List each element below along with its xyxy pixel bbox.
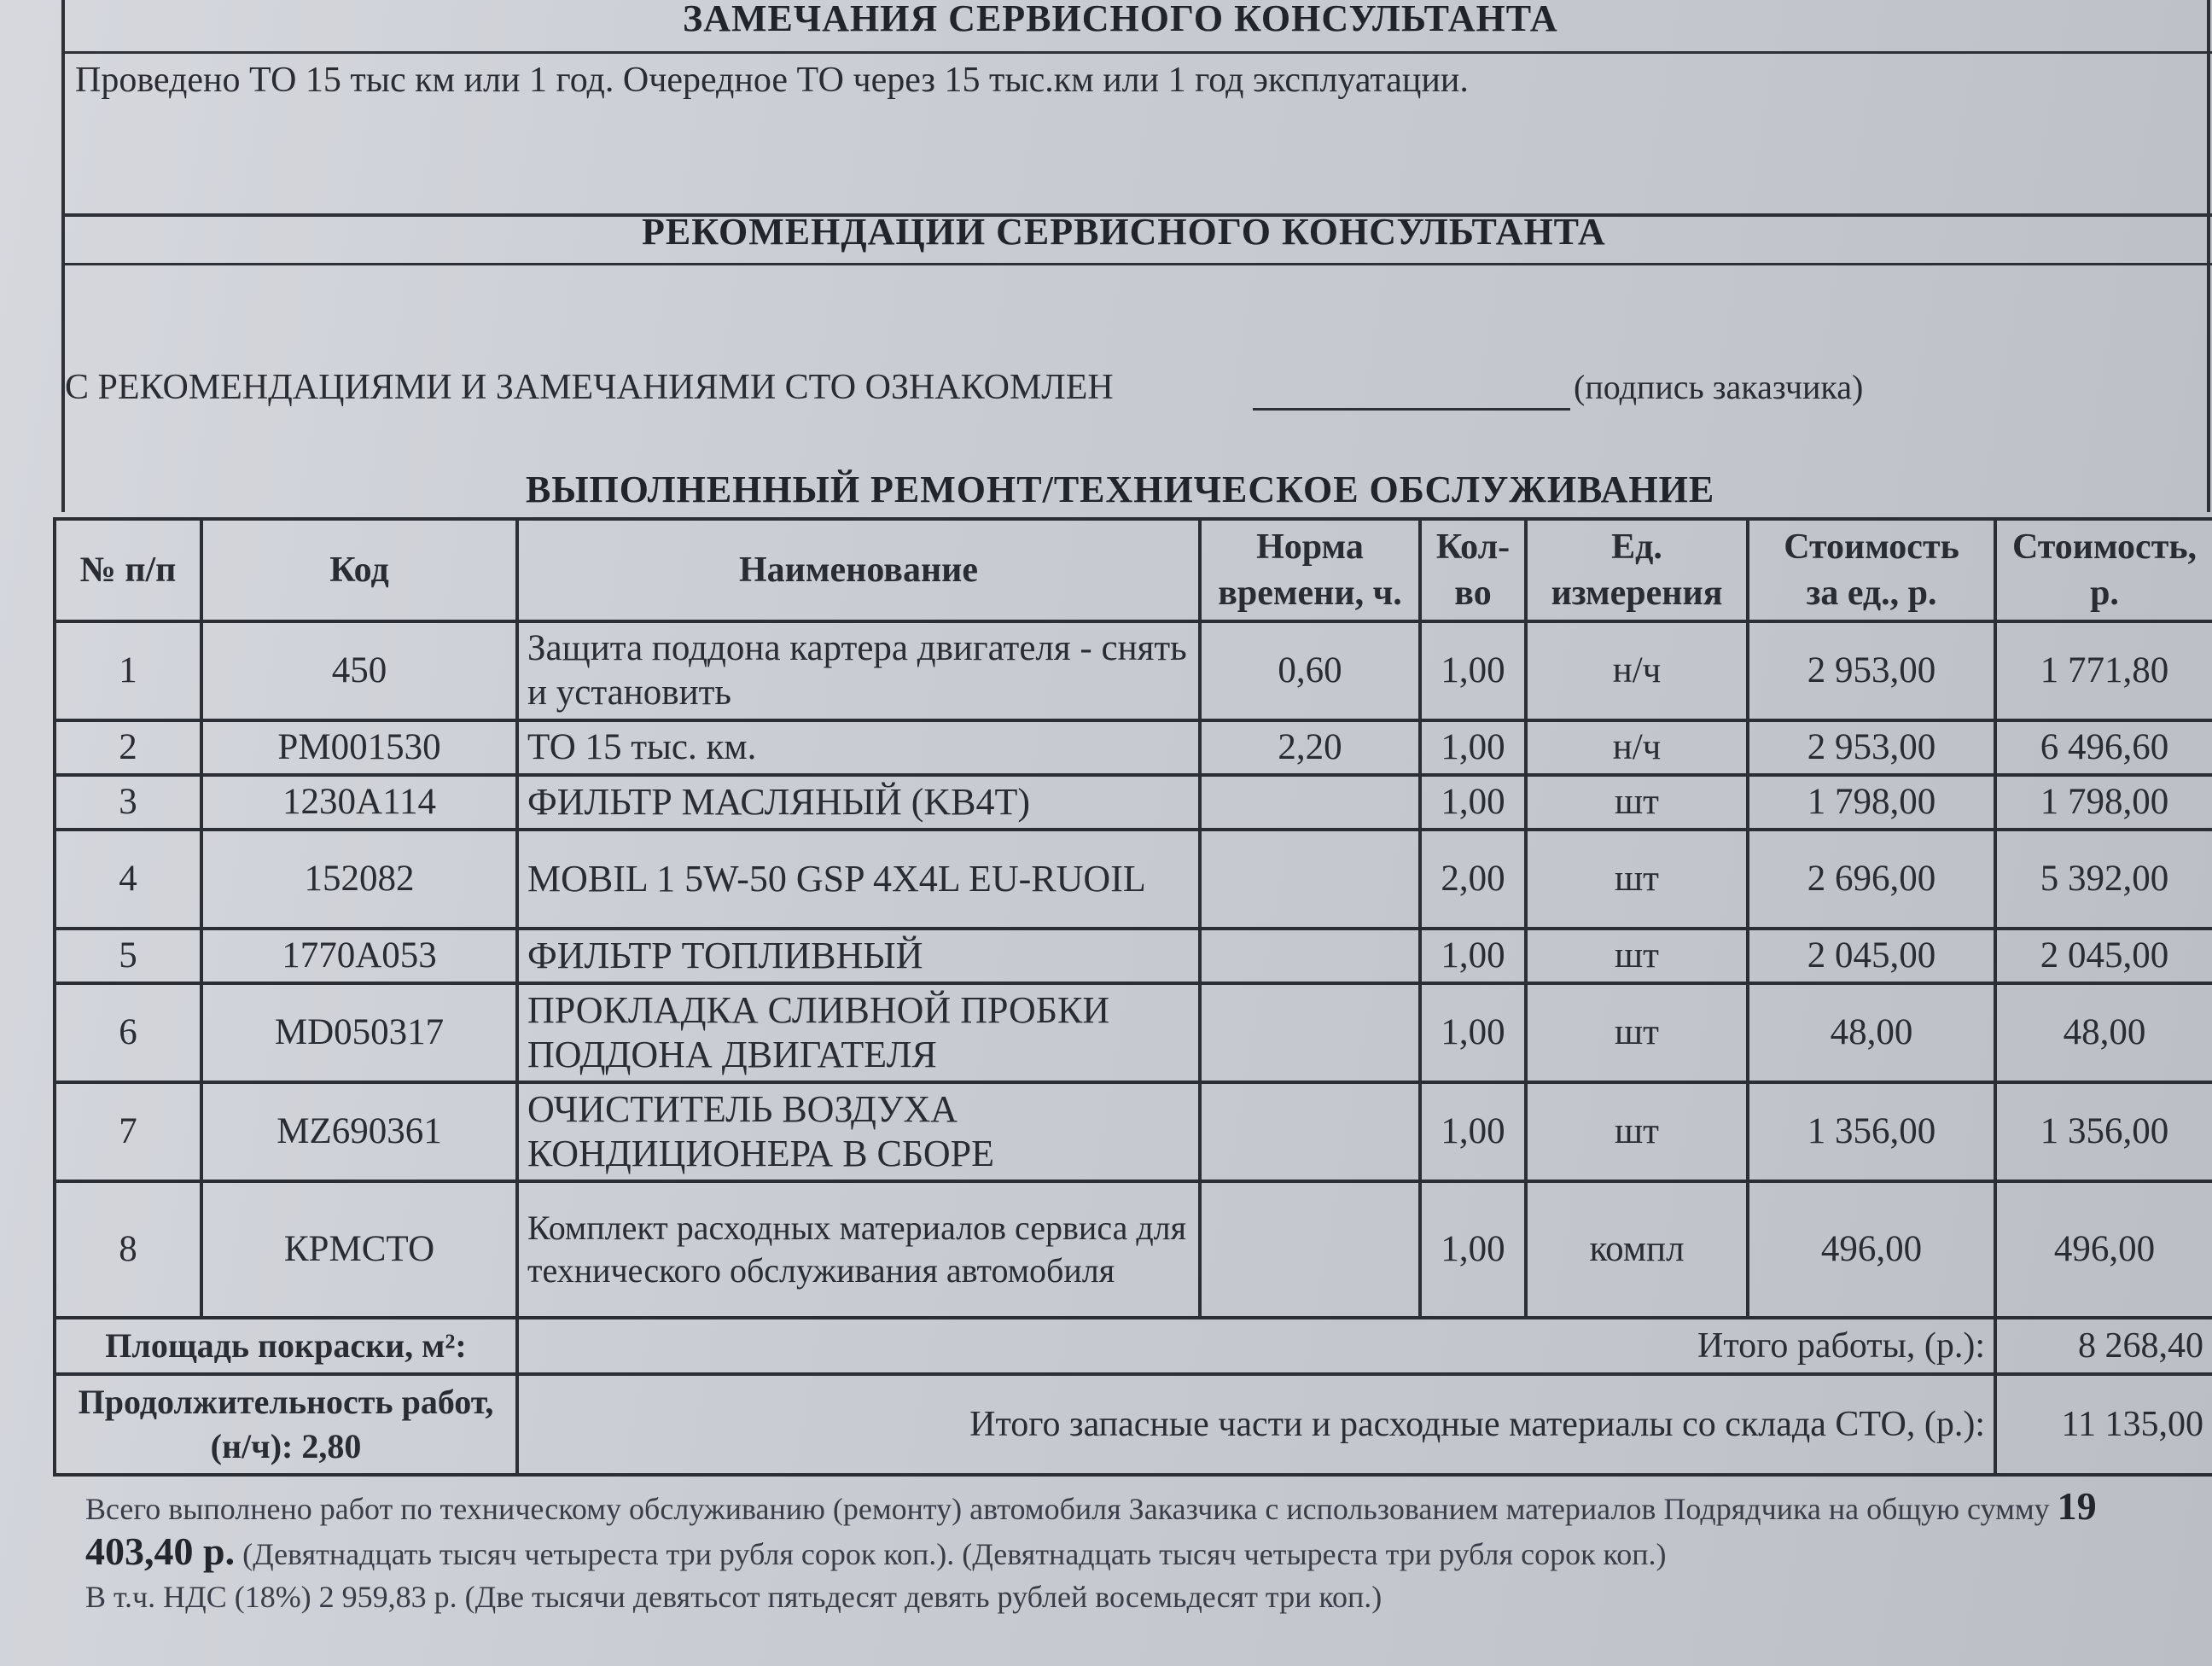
summary-text	[85, 1485, 2202, 1576]
cell-total: 48,00	[1995, 983, 2212, 1082]
cell-num: 5	[55, 929, 201, 983]
cell-unit: н/ч	[1526, 621, 1748, 720]
cell-qty: 1,00	[1420, 983, 1526, 1082]
cell-total: 496,00	[1995, 1181, 2212, 1318]
cell-norm	[1200, 775, 1420, 830]
summary-block	[85, 1485, 2202, 1618]
remarks-title-underline	[61, 51, 2212, 54]
cell-num: 8	[55, 1181, 201, 1318]
cell-qty: 1,00	[1420, 1082, 1526, 1181]
header-norm-line2: времени, ч.	[1218, 574, 1402, 613]
cell-name: ФИЛЬТР ТОПЛИВНЫЙ	[517, 929, 1200, 983]
cell-total: 2 045,00	[1995, 929, 2212, 983]
cell-name: ФИЛЬТР МАСЛЯНЫЙ (KB4T)	[517, 775, 1200, 830]
cell-norm	[1200, 1181, 1420, 1318]
header-unit	[1526, 519, 1748, 621]
cell-num: 6	[55, 983, 201, 1082]
header-unit-line1: Ед.	[1611, 527, 1662, 567]
works-total-row	[55, 1318, 2212, 1374]
table-row	[55, 621, 2212, 720]
header-total-line2: р.	[2090, 574, 2119, 613]
cell-unit: шт	[1526, 775, 1748, 830]
remarks-text: Проведено ТО 15 тыс км или 1 год. Очередное ТО через 15 тыс.км или 1 год эксплуатации.	[75, 61, 1469, 100]
cell-name: ОЧИСТИТЕЛЬ ВОЗДУХА КОНДИЦИОНЕРА В СБОРЕ	[517, 1082, 1200, 1181]
cell-code: 450	[201, 621, 517, 720]
header-total-line1: Стоимость,	[2011, 527, 2197, 567]
header-qty	[1420, 519, 1526, 621]
cell-code: 1770A053	[201, 929, 517, 983]
cell-code: MZ690361	[201, 1082, 517, 1181]
cell-num: 2	[55, 720, 201, 775]
cell-total: 6 496,60	[1995, 720, 2212, 775]
cell-norm: 0,60	[1200, 621, 1420, 720]
cell-total: 1 356,00	[1995, 1082, 2212, 1181]
header-code: Код	[201, 519, 517, 621]
cell-norm: 2,20	[1200, 720, 1420, 775]
cell-price: 2 953,00	[1748, 720, 1995, 775]
cell-price: 2 045,00	[1748, 929, 1995, 983]
header-norm-line1: Норма	[1256, 527, 1364, 567]
cell-qty: 1,00	[1420, 621, 1526, 720]
summary-text-before: Всего выполнено работ по техническому обслуживанию (ремонту) автомобиля Заказчика с использованием материалов Подрядчика на общую сумму	[85, 1492, 2050, 1526]
header-unit-line2: измерения	[1551, 574, 1723, 613]
header-norm	[1200, 519, 1420, 621]
cell-norm	[1200, 1082, 1420, 1181]
frame-right-line	[2207, 0, 2210, 512]
header-price-line2: за ед., р.	[1806, 574, 1937, 613]
header-total	[1995, 519, 2212, 621]
table-row	[55, 983, 2212, 1082]
table-row	[55, 830, 2212, 929]
duration-label: Продолжительность работ, (н/ч): 2,80	[55, 1374, 517, 1475]
remarks-title: ЗАМЕЧАНИЯ СЕРВИСНОГО КОНСУЛЬТАНТА	[683, 0, 1558, 39]
cell-num: 4	[55, 830, 201, 929]
cell-norm	[1200, 983, 1420, 1082]
cell-qty: 1,00	[1420, 1181, 1526, 1318]
cell-price: 2 696,00	[1748, 830, 1995, 929]
cell-name: Защита поддона картера двигателя - снять и установить	[517, 621, 1200, 720]
header-price	[1748, 519, 1995, 621]
signature-line	[1253, 408, 1570, 411]
cell-qty: 1,00	[1420, 929, 1526, 983]
header-name: Наименование	[517, 519, 1200, 621]
cell-price: 1 356,00	[1748, 1082, 1995, 1181]
cell-code: MD050317	[201, 983, 517, 1082]
cell-unit: компл	[1526, 1181, 1748, 1318]
cell-unit: шт	[1526, 929, 1748, 983]
cell-norm	[1200, 929, 1420, 983]
cell-num: 7	[55, 1082, 201, 1181]
table-header-row	[55, 519, 2212, 621]
cell-name: ПРОКЛАДКА СЛИВНОЙ ПРОБКИ ПОДДОНА ДВИГАТЕЛЯ	[517, 983, 1200, 1082]
cell-price: 2 953,00	[1748, 621, 1995, 720]
cell-name: ТО 15 тыс. км.	[517, 720, 1200, 775]
cell-price: 1 798,00	[1748, 775, 1995, 830]
cell-unit: шт	[1526, 983, 1748, 1082]
cell-total: 5 392,00	[1995, 830, 2212, 929]
cell-price: 48,00	[1748, 983, 1995, 1082]
cell-unit: шт	[1526, 1082, 1748, 1181]
table-row	[55, 929, 2212, 983]
cell-norm	[1200, 830, 1420, 929]
acknowledgement-text: С РЕКОМЕНДАЦИЯМИ И ЗАМЕЧАНИЯМИ СТО ОЗНАКОМЛЕН	[65, 368, 1114, 407]
recommendations-title-underline	[61, 263, 2212, 265]
works-table	[53, 517, 2212, 1477]
parts-total-label: Итого запасные части и расходные материалы со склада СТО, (р.):	[517, 1374, 1995, 1475]
cell-unit: н/ч	[1526, 720, 1748, 775]
cell-num: 3	[55, 775, 201, 830]
cell-code: 152082	[201, 830, 517, 929]
header-num: № п/п	[55, 519, 201, 621]
works-title: ВЫПОЛНЕННЫЙ РЕМОНТ/ТЕХНИЧЕСКОЕ ОБСЛУЖИВАНИЕ	[526, 469, 1715, 510]
cell-name: MOBIL 1 5W-50 GSP 4X4L EU-RUOIL	[517, 830, 1200, 929]
parts-total-value: 11 135,00	[1995, 1374, 2212, 1475]
frame-left-line	[61, 0, 65, 512]
parts-total-row	[55, 1374, 2212, 1475]
cell-qty: 1,00	[1420, 775, 1526, 830]
header-qty-line1: Кол-	[1435, 527, 1511, 567]
header-price-line1: Стоимость	[1784, 527, 1959, 567]
vat-text: В т.ч. НДС (18%) 2 959,83 р. (Две тысячи девятьсот пятьдесят девять рублей восемьдесят три коп.)	[85, 1580, 1382, 1614]
cell-name: Комплект расходных материалов сервиса для технического обслуживания автомобиля	[517, 1181, 1200, 1318]
works-total-value: 8 268,40	[1995, 1318, 2212, 1374]
cell-unit: шт	[1526, 830, 1748, 929]
cell-code: 1230A114	[201, 775, 517, 830]
paint-area-label: Площадь покраски, м²:	[55, 1318, 517, 1374]
table-row	[55, 775, 2212, 830]
cell-total: 1 771,80	[1995, 621, 2212, 720]
cell-price: 496,00	[1748, 1181, 1995, 1318]
works-total-label: Итого работы, (р.):	[517, 1318, 1995, 1374]
cell-total: 1 798,00	[1995, 775, 2212, 830]
cell-code: PM001530	[201, 720, 517, 775]
table-row	[55, 1082, 2212, 1181]
table-row	[55, 720, 2212, 775]
summary-text-after: (Девятнадцать тысяч четыреста три рубля сорок коп.). (Девятнадцать тысяч четыреста три рубля сорок коп.)	[242, 1537, 1667, 1571]
cell-qty: 2,00	[1420, 830, 1526, 929]
cell-code: КРМСТО	[201, 1181, 517, 1318]
recommendations-title: РЕКОМЕНДАЦИИ СЕРВИСНОГО КОНСУЛЬТАНТА	[642, 211, 1606, 253]
table-row	[55, 1181, 2212, 1318]
cell-num: 1	[55, 621, 201, 720]
signature-label: (подпись заказчика)	[1574, 368, 1864, 406]
header-qty-line2: во	[1454, 574, 1492, 613]
summary-amount: 19 403,40 р.	[85, 1484, 2097, 1573]
cell-qty: 1,00	[1420, 720, 1526, 775]
